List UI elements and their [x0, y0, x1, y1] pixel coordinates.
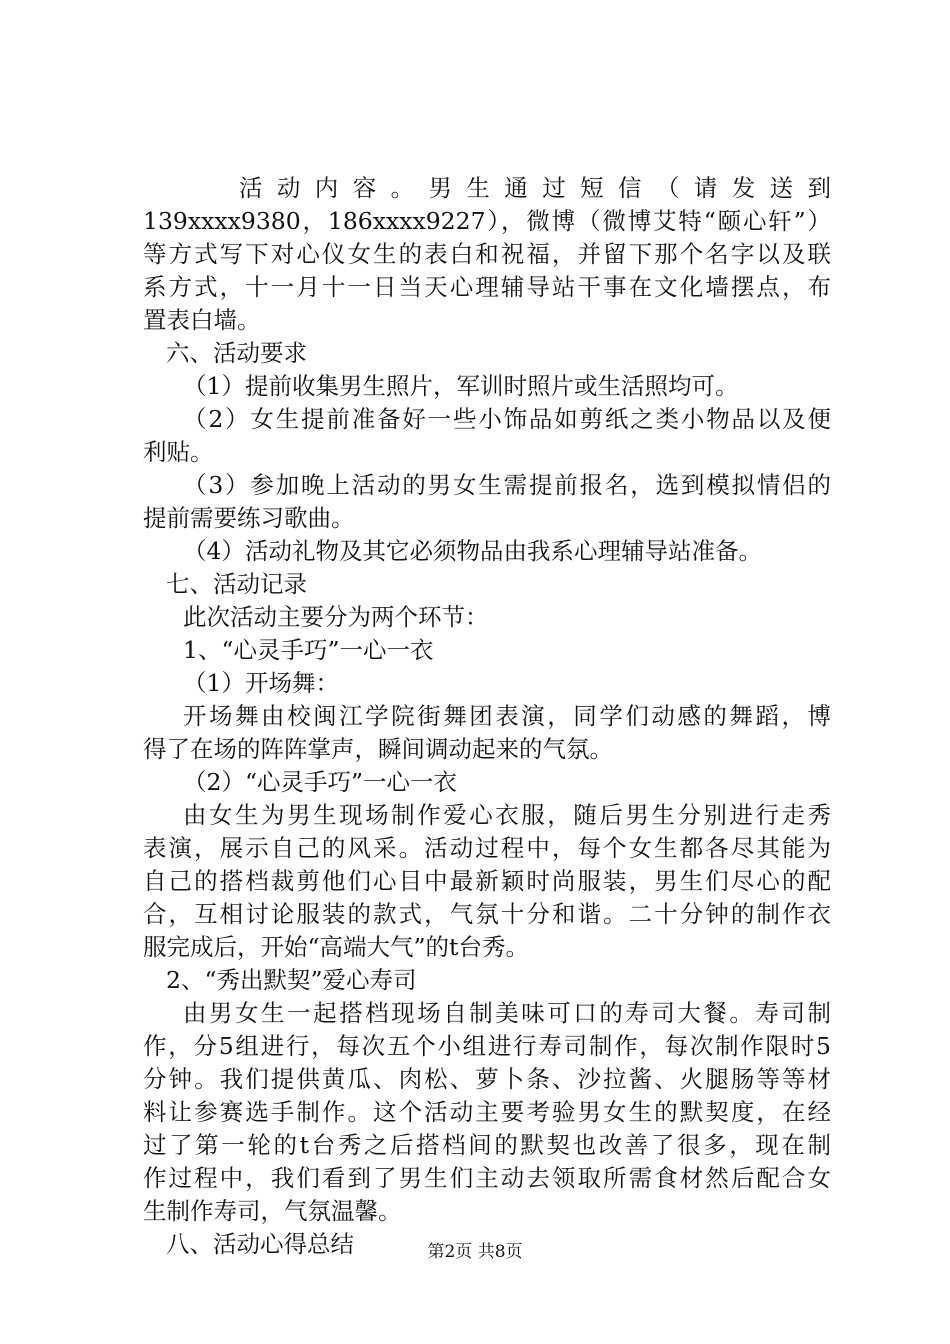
text-line: 等方式写下对心仪女生的表白和祝福，并留下那个名字以及联 [143, 240, 831, 268]
text-line: 分钟。我们提供黄瓜、肉松、萝卜条、沙拉酱、火腿肠等等材 [143, 1065, 831, 1093]
text-line: 提前需要练习歌曲。 [143, 504, 355, 532]
text-line: 活 动 内 容 。 男 生 通 过 短 信 （ 请 发 送 到 [239, 174, 831, 202]
text-line: 服完成后，开始“高端大气”的t台秀。 [143, 933, 529, 961]
paragraph-intro: 此次活动主要分为两个环节： [183, 603, 489, 631]
text-line: 自己的搭档裁剪他们心目中最新颖时尚服装，男生们尽心的配 [143, 867, 831, 895]
text-line: （2）女生提前准备好一些小饰品如剪纸之类小物品以及便 [183, 405, 831, 433]
section-heading-summary: 八、活动心得总结 [166, 1230, 354, 1258]
text-line: 作，分5组进行，每次五个小组进行寿司制作，每次制作限时5 [143, 1032, 831, 1060]
page-footer: 第2页 共8页 [427, 1242, 523, 1262]
text-line: 得了在场的阵阵掌声，瞬间调动起来的气氛。 [143, 735, 613, 763]
text-line: 利贴。 [143, 438, 214, 466]
requirement-item [143, 403, 831, 469]
text-line: （3）参加晚上活动的男女生需提前报名，选到模拟情侣的 [183, 471, 831, 499]
text-line: 生制作寿司，气氛温馨。 [143, 1197, 402, 1225]
text-line: 由男女生一起搭档现场自制美味可口的寿司大餐。寿司制 [183, 999, 831, 1027]
text-line: 料让参赛选手制作。这个活动主要考验男女生的默契度，在经 [143, 1098, 831, 1126]
document-body [143, 172, 831, 1261]
text-line: 置表白墙。 [143, 306, 261, 334]
subheading-part-2: 2、“秀出默契”爱心寿司 [166, 966, 417, 994]
requirement-item: （4）活动礼物及其它必须物品由我系心理辅导站准备。 [183, 537, 762, 565]
requirement-item: （1）提前收集男生照片，军训时照片或生活照均可。 [183, 372, 739, 400]
text-line: 由女生为男生现场制作爱心衣服，随后男生分别进行走秀 [183, 801, 831, 829]
paragraph-opening-dance [143, 700, 831, 766]
paragraph-sushi [143, 997, 831, 1228]
subheading-clothing: （2）“心灵手巧”一心一衣 [183, 768, 457, 796]
subheading-part-1: 1、“心灵手巧”一心一衣 [183, 636, 434, 664]
text-line: 139xxxx9380，186xxxx9227），微博（微博艾特“颐心轩”） [143, 207, 831, 235]
text-line: 系方式，十一月十一日当天心理辅导站干事在文化墙摆点，布 [143, 273, 831, 301]
requirement-item [143, 469, 831, 535]
text-line: 开场舞由校闽江学院街舞团表演，同学们动感的舞蹈，博 [183, 702, 831, 730]
text-line: 作过程中，我们看到了男生们主动去领取所需食材然后配合女 [143, 1164, 831, 1192]
text-line: 表演，展示自己的风采。活动过程中，每个女生都各尽其能为 [143, 834, 831, 862]
paragraph-activity-content [143, 172, 831, 337]
section-heading-requirements: 六、活动要求 [166, 339, 307, 367]
text-line: 过了第一轮的t台秀之后搭档间的默契也改善了很多，现在制 [143, 1131, 831, 1159]
section-heading-record: 七、活动记录 [166, 570, 307, 598]
text-line: 合，互相讨论服装的款式，气氛十分和谐。二十分钟的制作衣 [143, 900, 831, 928]
subheading-opening-dance: （1）开场舞： [183, 669, 339, 697]
paragraph-clothing [143, 799, 831, 964]
